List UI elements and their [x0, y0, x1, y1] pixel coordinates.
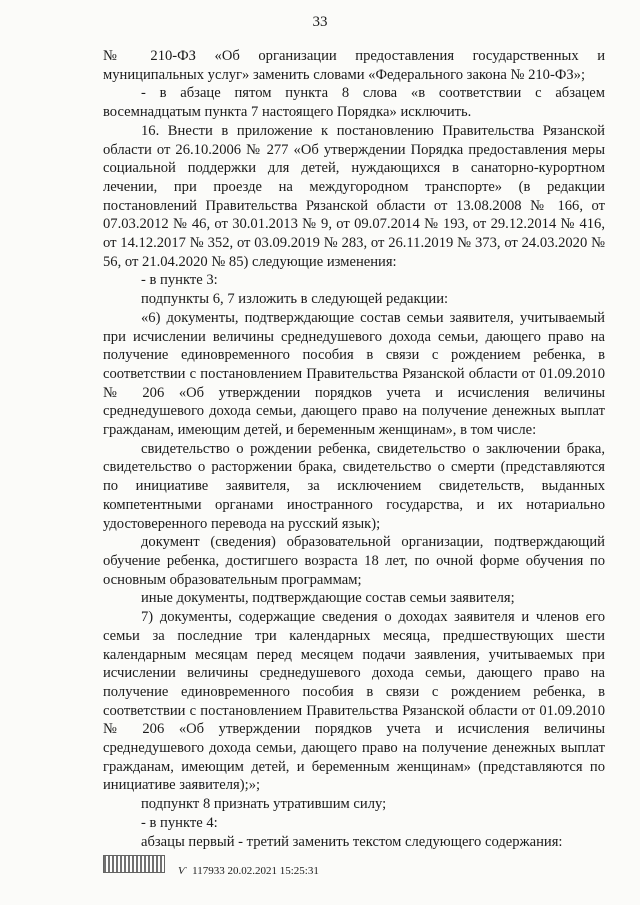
paragraph: документ (сведения) образовательной организации, подтверждающий обучение ребенка, достигшего возраста 18 лет, по очной форме обучения по основным образовательным программам;	[103, 534, 605, 588]
document-body	[103, 47, 605, 851]
paragraph: свидетельство о рождении ребенка, свидетельство о заключении брака, свидетельство о расторжении брака, свидетельство о смерти (представляются по инициативе заявителя, за исключением свидетельств, выданных компетентными органами иностранного государства, и их нотариально удостоверенного перевода на русский язык);	[103, 440, 605, 532]
footer-timestamp: 20.02.2021 15:25:31	[227, 865, 319, 877]
paragraph: - в пункте 4:	[141, 814, 218, 831]
registration-stamp-icon	[103, 855, 165, 873]
document-footer	[178, 865, 319, 877]
paragraph: № 210-ФЗ «Об организации предоставления государственных и муниципальных услуг» заменить словами «Федерального закона № 210-ФЗ»;	[103, 48, 605, 83]
paragraph: абзацы первый - третий заменить текстом следующего содержания:	[141, 833, 563, 850]
paragraph: иные документы, подтверждающие состав семьи заявителя;	[141, 590, 515, 607]
footer-doc-id: 117933	[192, 865, 225, 877]
paragraph: «6) документы, подтверждающие состав семьи заявителя, учитываемый при исчислении величины среднедушевого дохода семьи, дающего право на получение единовременного пособия в связи с рождением ребенка, в соответствии с постановлением Правительства Рязанской области от 01.09.2010 № 206 «Об утверждении порядков учета и исчисления величины среднедушевого дохода семьи, дающего право на получение денежных выплат гражданам, имеющим детей, и беременным женщинам», в том числе:	[103, 309, 605, 439]
paragraph: подпункт 8 признать утратившим силу;	[141, 796, 387, 813]
paragraph: - в абзаце пятом пункта 8 слова «в соответствии с абзацем восемнадцатым пункта 7 настоящего Порядка» исключить.	[103, 85, 605, 121]
paragraph: 7) документы, содержащие сведения о доходах заявителя и членов его семьи за последние три календарных месяца, предшествующих шести календарным месяцам перед месяцем подачи заявления, учитываемых при исчислении величины среднедушевого дохода семьи, дающего право на получение единовременного пособия в связи с рождением ребенка, в соответствии с постановлением Правительства Рязанской области от 01.09.2010 № 206 «Об утверждении порядков учета и исчисления величины среднедушевого дохода семьи, дающего право на получение денежных выплат гражданам, имеющим детей, и беременным женщинам» (представляются по инициативе заявителя);»;	[103, 609, 605, 794]
paragraph: подпункты 6, 7 изложить в следующей редакции:	[141, 291, 449, 308]
paragraph: 16. Внести в приложение к постановлению Правительства Рязанской области от 26.10.2006 № 277 «Об утверждении Порядка предоставления меры социальной поддержки для детей, нуждающихся в санаторно-курортном лечении, при проезде на междугородном транспорте» (в редакции постановлений Правительства Рязанской области от 13.08.2008 № 166, от 07.03.2012 № 46, от 30.01.2013 № 9, от 09.07.2014 № 193, от 29.12.2014 № 416, от 14.12.2017 № 352, от 03.09.2019 № 283, от 26.11.2019 № 373, от 24.03.2020 № 56, от 21.04.2020 № 85) следующие изменения:	[103, 122, 605, 270]
paragraph: - в пункте 3:	[141, 272, 218, 289]
footer-mark: Ѵ	[178, 865, 186, 877]
page-number: 33	[312, 14, 328, 30]
